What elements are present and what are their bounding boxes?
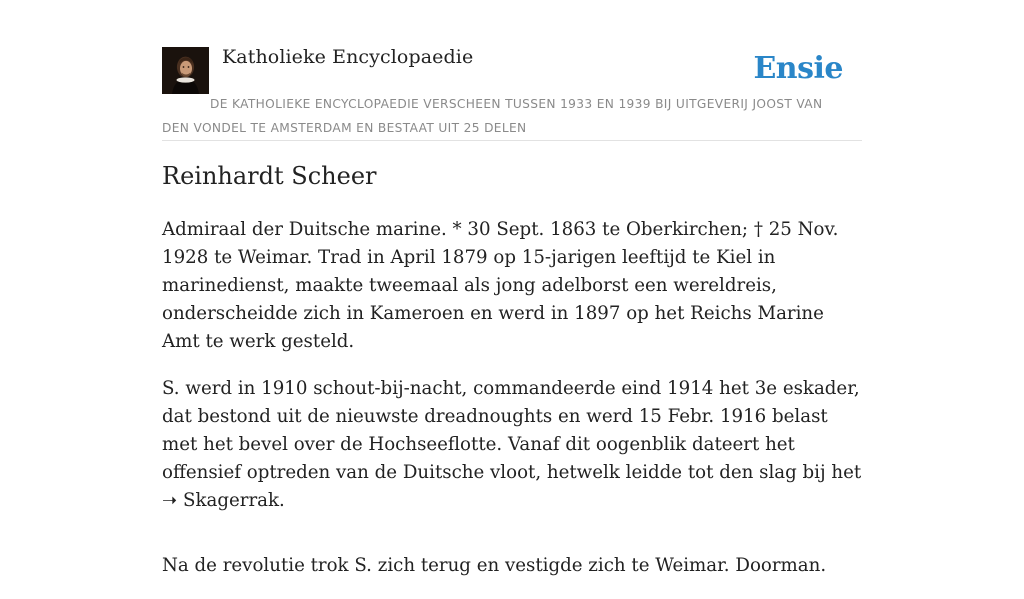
site-header xyxy=(162,44,862,141)
article-title: Reinhardt Scheer xyxy=(162,162,377,190)
skagerrak-link[interactable] xyxy=(162,490,279,511)
ensie-logo-link[interactable]: Ensie xyxy=(753,51,843,86)
article-body xyxy=(162,216,867,599)
arrow-right-icon: ➝ xyxy=(162,490,178,511)
site-name-link[interactable]: Katholieke Encyclopaedie xyxy=(222,46,474,68)
article-paragraph-1: Admiraal der Duitsche marine. * 30 Sept. 1863 te Oberkirchen; † 25 Nov. 1928 te Weimar. Trad in April 1879 op 15-jarigen leeftijd te Kiel in marinedienst, maakte tweemaal als jong adelborst een wereldreis, onderscheidde zich in Kameroen en werd in 1897 op het Reichs Marine Amt te werk gesteld. xyxy=(162,219,839,352)
paragraph-2-text: S. werd in 1910 schout-bij-nacht, commandeerde eind 1914 het 3e eskader, dat bestond uit de nieuwste dreadnoughts en werd 15 Febr. 1916 belast met het bevel over de Hochseeflotte. Vanaf dit oogenblik dateert het offensief optreden van de Duitsche vloot, hetwelk leidde tot den slag bij het xyxy=(162,378,862,483)
site-tagline: DE KATHOLIEKE ENCYCLOPAEDIE VERSCHEEN TUSSEN 1933 EN 1939 BIJ UITGEVERIJ JOOST VAN DEN VONDEL TE AMSTERDAM EN BESTAAT UIT 25 DELEN xyxy=(162,97,823,135)
portrait-avatar-icon[interactable] xyxy=(162,47,209,94)
skagerrak-link-label: Skagerrak xyxy=(183,490,280,511)
article-paragraph-2 xyxy=(162,375,867,515)
article-paragraph-3: Na de revolutie trok S. zich terug en vestigde zich te Weimar. Doorman. xyxy=(162,555,827,576)
paragraph-2-end: . xyxy=(279,490,285,511)
